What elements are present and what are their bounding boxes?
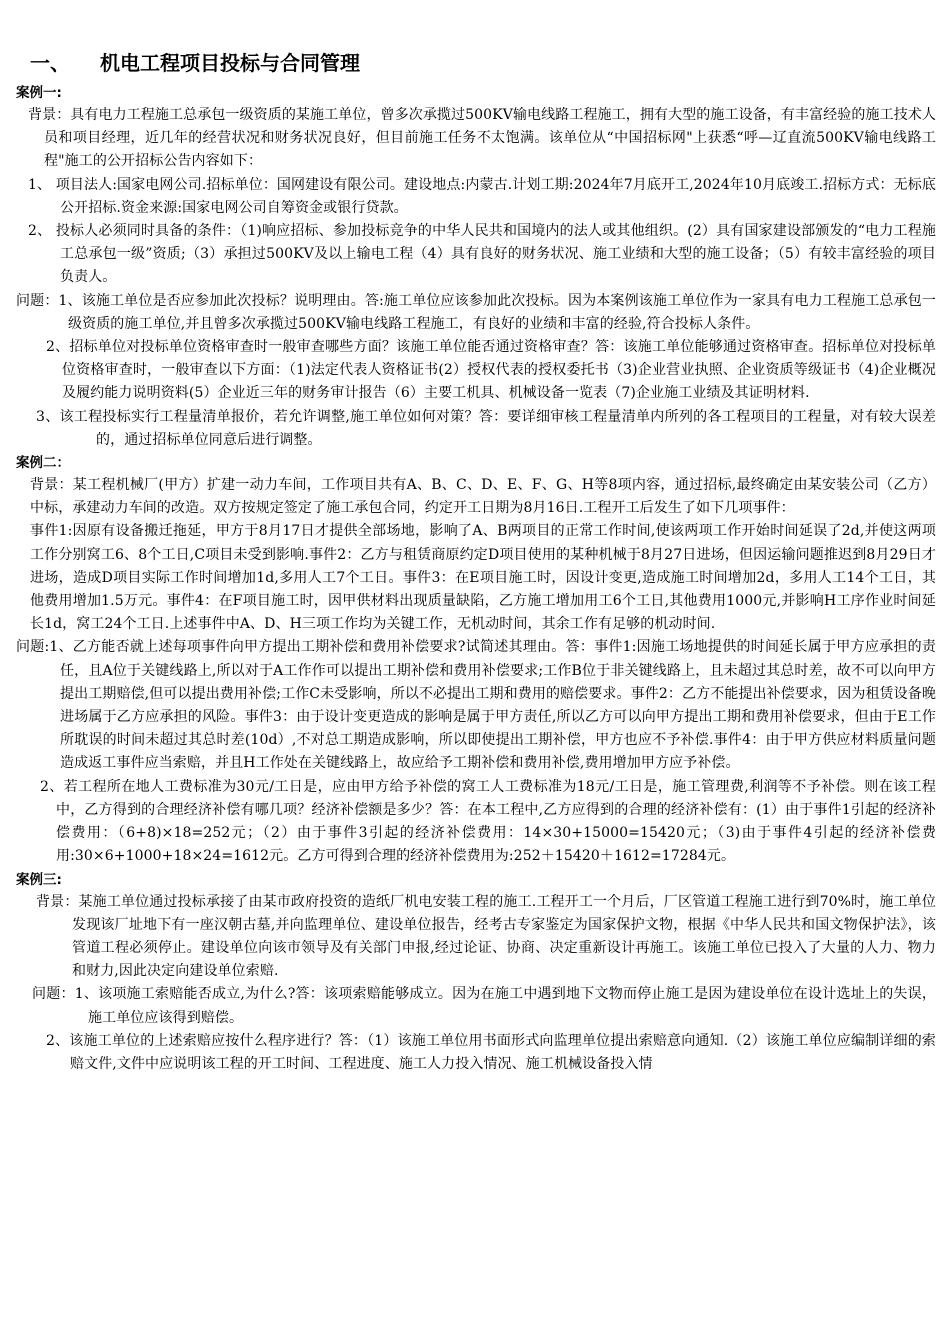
case-3-question-2: 2、该施工单位的上述索赔应按什么程序进行？答：（1）该施工单位用书面形式向监理单位提出索赔意向通知.（2）该施工单位应编制详细的索赔文件,文件中应说明该工程的开工时间、工程进度、施工人力投入情况、施工机械设备投入情 [46, 1032, 936, 1072]
case-2 [16, 452, 936, 868]
section-number: 一、 [30, 51, 70, 75]
case-1-item-1: 1、 项目法人:国家电网公司.招标单位：国网建设有限公司。建设地点:内蒙古.计划工期:2024年7月底开工,2024年10月底竣工.招标方式：无标底公开招标.资金来源:国家电网公司自筹资金或银行贷款。 [28, 176, 936, 216]
case-2-background: 背景：某工程机械厂(甲方）扩建一动力车间，工作项目共有A、B、C、D、E、F、G、H等8项内容，通过招标,最终确定由某安装公司（乙方）中标，承建动力车间的改造。双方按规定签定了施工承包合同，约定开工日期为8月16日.工程开工后发生了如下几项事件： [30, 477, 936, 517]
case-3-question-1: 问题：1、该项施工索赔能否成立,为什么?答：该项索赔能够成立。因为在施工中遇到地下文物而停止施工是因为建设单位在设计选址上的失误，施工单位应该得到赔偿。 [32, 986, 936, 1026]
case-1-item-2: 2、 投标人必须同时具备的条件：（1)响应招标、参加投标竞争的中华人民共和国境内的法人或其他组织。(2）具有国家建设部颁发的“电力工程施工总承包一级”资质;（3）承担过500KV及以上输电工程（4）具有良好的财务状况、施工业绩和大型的施工设备；（5）有较丰富经验的项目负责人。 [28, 223, 936, 286]
case-2-question-2: 2、若工程所在地人工费标准为30元/工日是，应由甲方给予补偿的窝工人工费标准为18元/工日是，施工管理费,利润等不予补偿。则在该工程中，乙方得到的合理经济补偿有哪几项？经济补偿额是多少？答：在本工程中,乙方应得到的合理的经济补偿有：(1）由于事件1引起的经济补偿费用：（6+8)×18=252元；（2）由于事件3引起的经济补偿费用：14×30+15000=15420元；（3)由于事件4引起的经济补偿费用:30×6+1000+18×24=1612元。乙方可得到合理的经济补偿费用为:252＋15420＋1612=17284元。 [40, 778, 936, 865]
case-2-events: 事件1:因原有设备搬迁拖延，甲方于8月17日才提供全部场地，影响了A、B两项目的正常工作时间,使该两项工作开始时间延误了2d,并使这两项工作分别窝工6、8个工日,C项目未受到影响.事件2：乙方与租赁商原约定D项目使用的某种机械于8月27日进场，但因运输问题推迟到8月29日才进场，造成D项目实际工作时间增加1d,多用人工7个工日。事件3：在E项目施工时，因设计变更,造成施工时间增加2d，多用人工14个工日，其他费用增加1.5万元。事件4：在F项目施工时，因甲供材料出现质量缺陷，乙方施工增加用工6个工日,其他费用1000元,并影响H工序作业时间延长1d，窝工24个工日.上述事件中A、D、H三项工作均为关键工作，无机动时间，其余工作有足够的机动时间. [30, 523, 936, 633]
case-3 [16, 869, 936, 1077]
case-1-question-1: 问题：1、该施工单位是否应参加此次投标？说明理由。答:施工单位应该参加此次投标。因为本案例该施工单位作为一家具有电力工程施工总承包一级资质的施工单位,并且曾多次承揽过500KV输电线路工程施工，有良好的业绩和丰富的经验,符合投标人条件。 [16, 292, 936, 332]
case-3-label: 案例三: [16, 871, 62, 888]
case-3-background: 背景：某施工单位通过投标承接了由某市政府投资的造纸厂机电安装工程的施工.工程开工一个月后，厂区管道工程施工进行到70%时，施工单位发现该厂址地下有一座汉朝古墓,并向监理单位、建设单位报告，经考古专家鉴定为国家保护文物，根据《中华人民共和国文物保护法》，该管道工程必须停止。建设单位向该市领导及有关部门申报,经过论证、协商、决定重新设计再施工。该施工单位已投入了大量的人力、物力和财力,因此决定向建设单位索赔. [36, 893, 936, 980]
section-title: 机电工程项目投标与合同管理 [100, 51, 360, 75]
case-2-question-1: 问题:1、乙方能否就上述每项事件向甲方提出工期补偿和费用补偿要求?试简述其理由。答：事件1:因施工场地提供的时间延长属于甲方应承担的责任，且A位于关键线路上,所以对于A工作作可以提出工期补偿和费用补偿要求;工作B位于非关键线路上，且未超过其总时差，故不可以向甲方提出工期赔偿,但可以提出费用补偿;工作C未受影响，所以不必提出工期和费用的赔偿要求。事件2：乙方不能提出补偿要求，因为租赁设备晚进场属于乙方应承担的风险。事件3：由于设计变更造成的影响是属于甲方责任,所以乙方可以向甲方提出工期和费用补偿要求，但由于E工作所耽误的时间未超过其总时差(10d）,不对总工期造成影响，所以即使提出工期补偿，甲方也应不予补偿.事件4：由于甲方供应材料质量问题造成返工事件应当索赔，并且H工作处在关键线路上，故应给予工期补偿和费用补偿,费用增加甲方应予补偿。 [16, 639, 936, 772]
case-1-question-3: 3、该工程投标实行工程量清单报价，若允许调整,施工单位如何对策？答：要详细审核工程量清单内所列的各工程项目的工程量，对有较大误差的，通过招标单位同意后进行调整。 [36, 408, 936, 448]
case-2-label: 案例二： [16, 455, 70, 472]
case-1 [16, 82, 936, 452]
case-1-background: 背景：具有电力工程施工总承包一级资质的某施工单位，曾多次承揽过500KV输电线路工程施工，拥有大型的施工设备，有丰富经验的施工技术人员和项目经理，近几年的经营状况和财务状况良好，但目前施工任务不太饱满。该单位从“中国招标网"上获悉“呼—辽直流500KV输电线路工程"施工的公开招标公告内容如下： [28, 107, 936, 170]
section-heading [30, 48, 936, 78]
case-1-label: 案例一: [16, 85, 62, 101]
case-1-question-2: 2、招标单位对投标单位资格审查时一般审查哪些方面？该施工单位能否通过资格审查？答：该施工单位能够通过资格审查。招标单位对投标单位资格审查时，一般审查以下方面：（1)法定代表人资格证书(2）授权代表的授权委托书（3)企业营业执照、企业资质等级证书（4)企业概况及履约能力说明资料(5）企业近三年的财务审计报告（6）主要工机具、机械设备一览表（7)企业施工业绩及其证明材料. [46, 339, 936, 402]
